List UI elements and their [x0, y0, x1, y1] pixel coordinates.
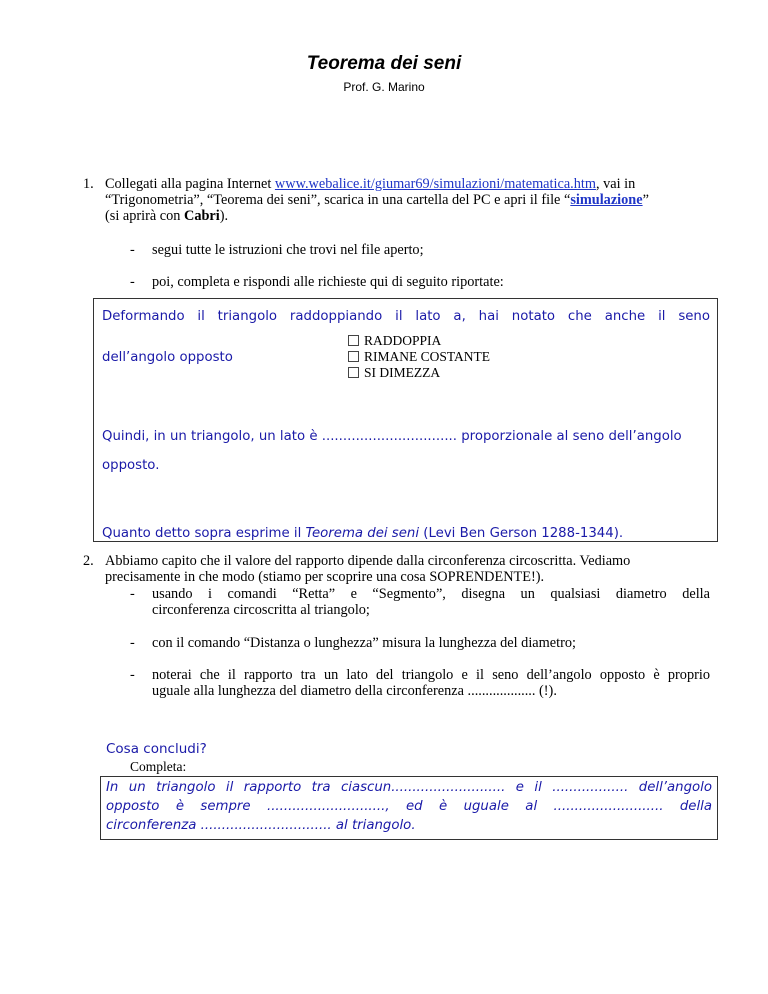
author: Prof. G. Marino: [343, 80, 425, 94]
checkbox-icon[interactable]: [348, 351, 359, 362]
item-number: 1.: [83, 176, 94, 192]
bullet-item-cont: uguale alla lunghezza del diametro della circonferenza ................... (!).: [152, 683, 557, 699]
option-si-dimezza[interactable]: [348, 365, 440, 381]
box2-line3: circonferenza ............................... al triangolo.: [106, 818, 416, 833]
item1-line1: [105, 176, 710, 192]
bullet-item: con il comando “Distanza o lunghezza” misura la lunghezza del diametro;: [152, 635, 576, 651]
item1-text: “Trigonometria”, “Teorema dei seni”, scarica in una cartella del PC e apri il file “: [105, 192, 571, 208]
option-rimane-costante[interactable]: [348, 349, 490, 365]
bullet-item: noterai che il rapporto tra un lato del triangolo e il seno dell’angolo opposto è proprio: [152, 667, 710, 683]
checkbox-icon[interactable]: [348, 367, 359, 378]
item1-text: ).: [219, 208, 229, 224]
dash: -: [130, 242, 135, 258]
dash: -: [130, 586, 135, 602]
bullet-item-cont: circonferenza circoscritta al triangolo;: [152, 602, 370, 618]
box2-line2: opposto è sempre ............................, ed è uguale al .......................... della: [106, 799, 712, 814]
item1-text: (si aprirà con: [105, 208, 184, 224]
bullet-item: segui tutte le istruzioni che trovi nel file aperto;: [152, 242, 424, 258]
item1-text: Collegati alla pagina Internet: [105, 176, 272, 192]
item1-line3: [105, 208, 710, 224]
option-raddoppia[interactable]: [348, 333, 441, 349]
exercise-box: [93, 298, 718, 542]
question-heading: Cosa concludi?: [106, 741, 207, 757]
item-number: 2.: [83, 553, 94, 569]
item1-text: ”: [642, 192, 649, 208]
box1-line4: opposto.: [102, 458, 160, 473]
bullet-item: poi, completa e rispondi alle richieste qui di seguito riportate:: [152, 274, 504, 290]
option-label: SI DIMEZZA: [364, 365, 441, 380]
box1-line2: dell’angolo opposto: [102, 350, 233, 365]
completion-box: [100, 776, 718, 840]
simulazione-link[interactable]: simulazione: [570, 192, 643, 208]
page-title: Teorema dei seni: [306, 53, 462, 74]
item1-text-after: , vai in: [595, 176, 636, 192]
checkbox-icon[interactable]: [348, 335, 359, 346]
dash: -: [130, 274, 135, 290]
bullet-item: usando i comandi “Retta” e “Segmento”, disegna un qualsiasi diametro della: [152, 586, 710, 602]
box1-text: Quanto detto sopra esprime il: [102, 526, 306, 541]
complete-label: Completa:: [130, 759, 187, 774]
item1-line2: [105, 192, 710, 208]
box1-line1: Deformando il triangolo raddoppiando il lato a, hai notato che anche il seno: [102, 309, 710, 324]
webalice-link[interactable]: www.webalice.it/giumar69/simulazioni/matematica.htm: [274, 176, 596, 192]
box1-line3: Quindi, in un triangolo, un lato è ................................ proporzionale al seno dell’angolo: [102, 429, 682, 444]
dash: -: [130, 667, 135, 683]
item2-line2: precisamente in che modo (stiamo per scoprire una cosa SOPRENDENTE!).: [105, 569, 545, 585]
dash: -: [130, 635, 135, 651]
option-label: RADDOPPIA: [364, 333, 442, 348]
box1-text: (Levi Ben Gerson 1288-1344).: [419, 526, 624, 541]
box1-line5: [102, 526, 623, 541]
theorem-name: Teorema dei seni: [305, 526, 420, 541]
box2-line1: In un triangolo il rapporto tra ciascun........................... e il .................. dell’angolo: [106, 780, 712, 795]
option-label: RIMANE COSTANTE: [364, 349, 491, 364]
cabri-label: Cabri: [184, 208, 220, 224]
item2-line1: Abbiamo capito che il valore del rapporto dipende dalla circonferenza circoscritta. Vediamo: [105, 553, 631, 569]
